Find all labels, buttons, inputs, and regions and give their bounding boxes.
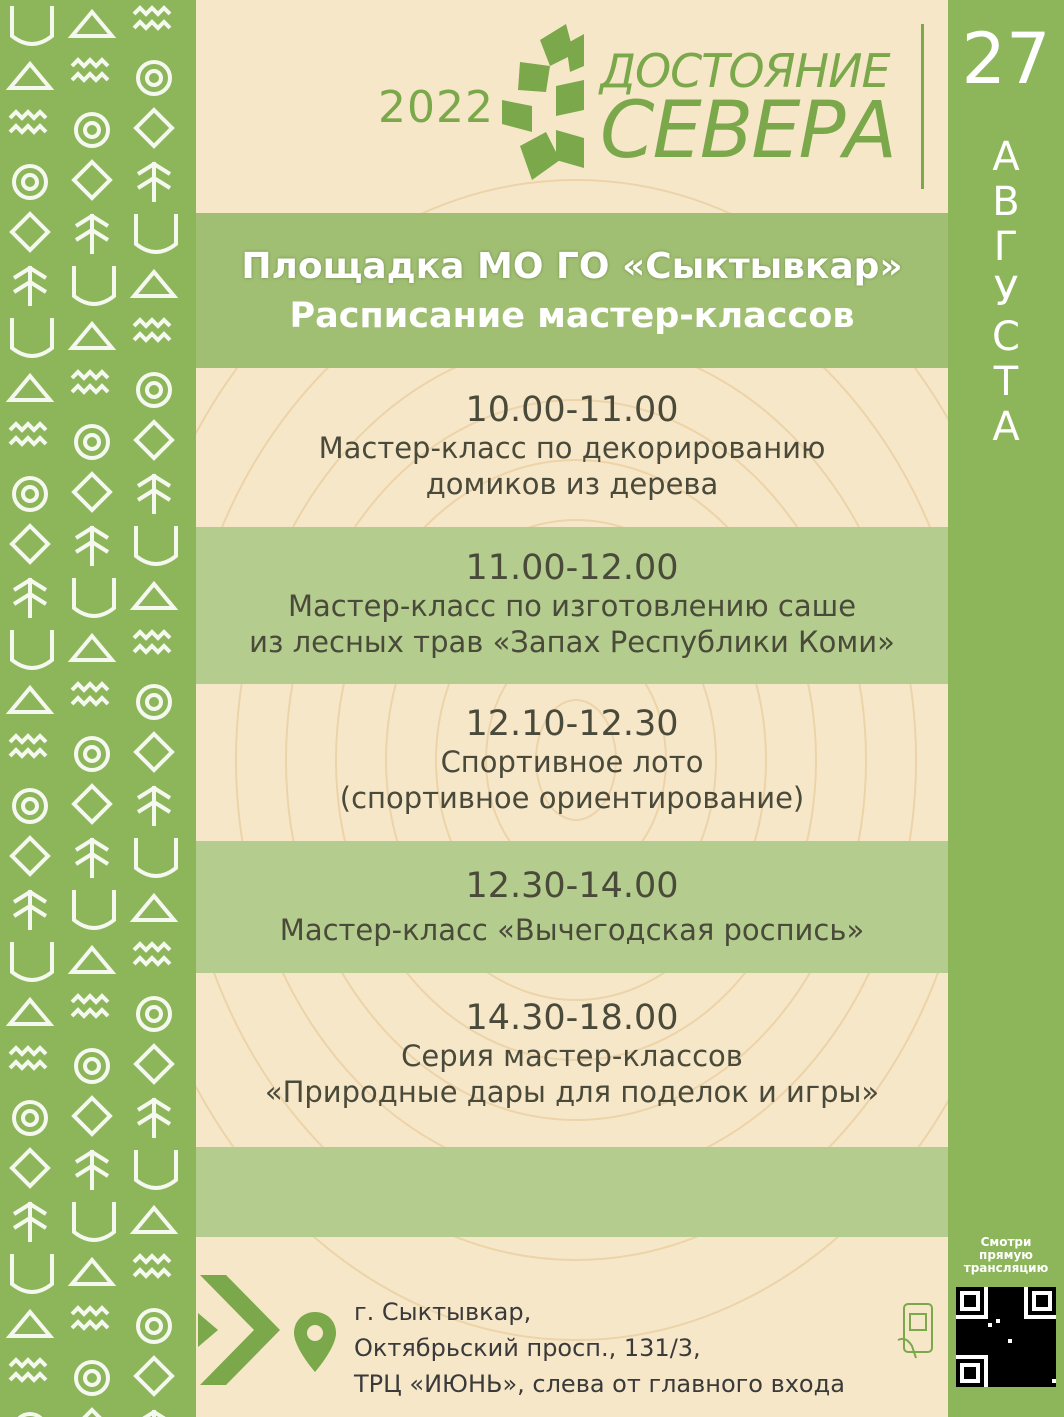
schedule-description-line2: «Природные дары для поделок и игры» (264, 1075, 880, 1109)
phone-scan-icon (896, 1300, 942, 1362)
venue-heading: Площадка МО ГО «Сыктывкар» (241, 246, 903, 287)
event-title-line2: СЕВЕРА (600, 86, 895, 176)
month-letter: В (992, 179, 1020, 225)
schedule-item (196, 866, 948, 948)
schedule-description-line1: Серия мастер-классов (401, 1039, 743, 1073)
address-line2: Октябрьский просп., 131/3, (354, 1334, 701, 1362)
month-letter: С (992, 314, 1020, 360)
address-line3: ТРЦ «ИЮНЬ», слева от главного входа (354, 1370, 845, 1398)
qr-caption-line3: трансляцию (963, 1261, 1049, 1275)
schedule-time: 14.30-18.00 (465, 998, 679, 1038)
schedule-description-line1: Мастер-класс по изготовлению саше (287, 589, 857, 623)
month-letter: А (992, 134, 1020, 180)
arrow-chevron-icon (196, 1275, 286, 1385)
schedule-description-line1: Мастер-класс по декорированию (318, 431, 826, 465)
schedule-time: 12.10-12.30 (465, 704, 679, 744)
schedule-time: 12.30-14.00 (465, 866, 679, 906)
qr-code[interactable] (956, 1287, 1056, 1387)
address-line1: г. Сыктывкар, (354, 1298, 532, 1326)
ornament-strip-left (0, 0, 196, 1417)
qr-caption (948, 1236, 1064, 1275)
empty-band (196, 1147, 948, 1237)
schedule-description-line2: из лесных трав «Запах Республики Коми» (249, 625, 895, 659)
address (354, 1294, 845, 1402)
event-day: 27 (961, 18, 1051, 100)
month-letter: Г (993, 224, 1019, 270)
event-title-line1: ДОСТОЯНИЕ (600, 44, 890, 98)
schedule-time: 10.00-11.00 (465, 390, 679, 430)
divider (921, 24, 924, 189)
schedule-description-line2: (спортивное ориентирование) (339, 781, 805, 815)
event-month (948, 135, 1064, 450)
schedule-description-line1: Мастер-класс «Вычегодская роспись» (279, 913, 865, 947)
schedule-time: 11.00-12.00 (465, 548, 679, 588)
schedule-description-line2: домиков из дерева (425, 467, 719, 501)
schedule-item (196, 704, 948, 816)
qr-caption-line1: Смотри (980, 1235, 1032, 1249)
schedule-item (196, 548, 948, 660)
qr-code-icon (956, 1287, 1056, 1387)
event-year: 2022 (378, 82, 494, 133)
schedule-item (196, 390, 948, 502)
schedule-item (196, 998, 948, 1110)
location-pin-icon (292, 1310, 338, 1374)
heading-band (196, 213, 948, 368)
qr-caption-line2: прямую (979, 1248, 1033, 1262)
month-letter: У (993, 269, 1019, 315)
schedule-heading: Расписание мастер-классов (289, 296, 855, 336)
month-letter: А (992, 404, 1020, 450)
schedule-description-line1: Спортивное лото (440, 745, 704, 779)
month-letter: Т (993, 359, 1019, 405)
